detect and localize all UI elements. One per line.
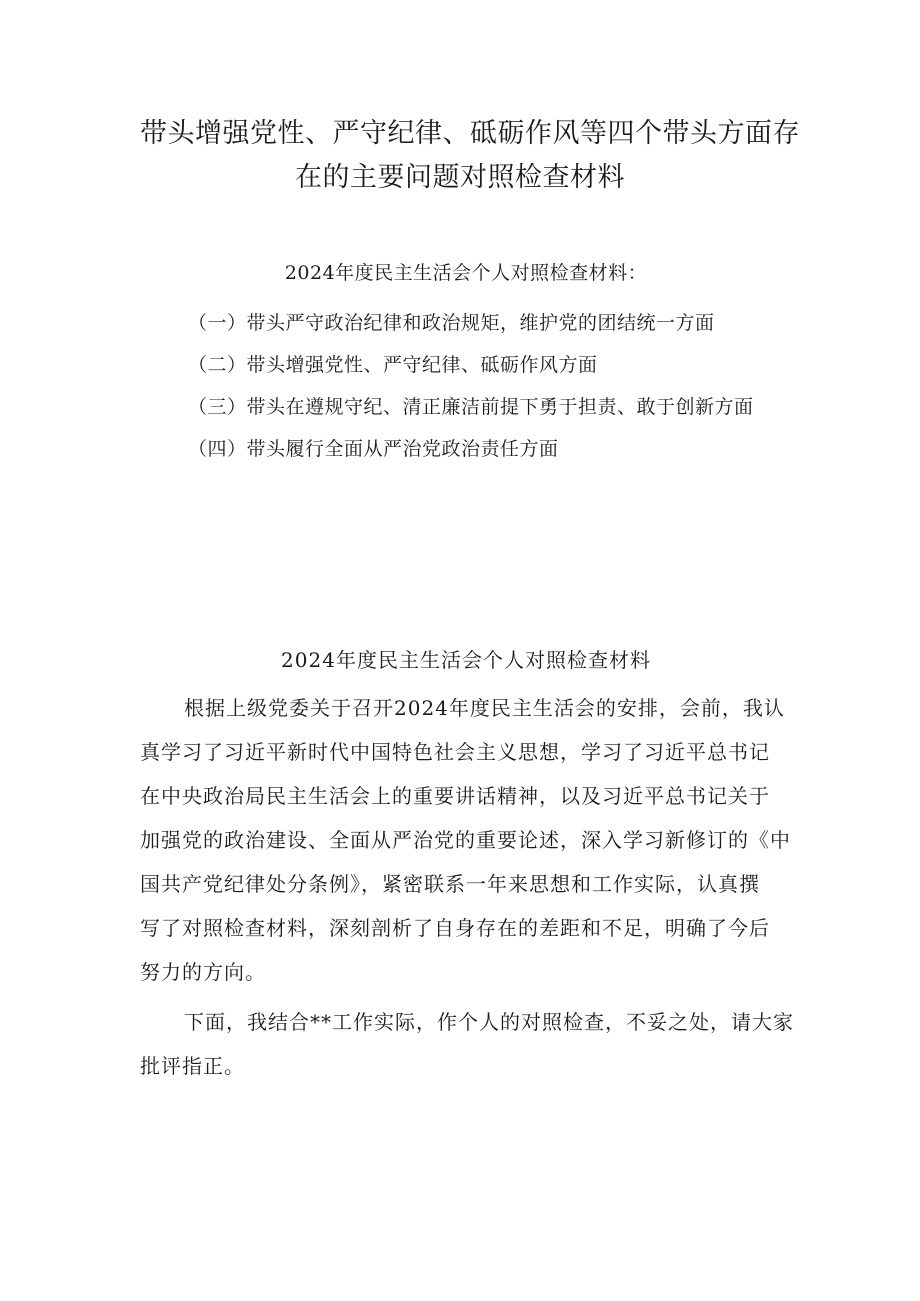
paragraph-1-line: 真学习了习近平新时代中国特色社会主义思想，学习了习近平总书记 [140,740,770,764]
body-section [140,644,792,1094]
title-line-2: 在的主要问题对照检查材料 [295,162,625,193]
paragraph-1-line: 努力的方向。 [140,960,266,984]
paragraph-1-line: 写了对照检查材料，深刻剖析了自身存在的差距和不足，明确了今后 [140,916,770,940]
paragraph-2-line: 下面，我结合**工作实际，作个人的对照检查，不妥之处，请大家 [184,1010,794,1034]
outline-item-1: （一）带头严守政治纪律和政治规矩，维护党的团结统一方面 [188,312,715,334]
outline-item-3: （三）带头在遵规守纪、清正廉洁前提下勇于担责、敢于创新方面 [188,396,754,418]
paragraph-1-line: 根据上级党委关于召开2024年度民主生活会的安排，会前，我认 [184,696,785,720]
body-paragraph-2 [140,1000,792,1088]
body-heading: 2024年度民主生活会个人对照检查材料 [281,648,651,672]
paragraph-2-line: 批评指正。 [140,1054,245,1078]
document-title [140,112,800,200]
paragraph-1-line: 在中央政治局民主生活会上的重要讲话精神，以及习近平总书记关于 [140,784,770,808]
outline-heading: 2024年度民主生活会个人对照检查材料： [284,262,648,284]
paragraph-1-line: 加强党的政治建设、全面从严治党的重要论述，深入学习新修订的《中 [140,828,791,852]
outline-section [140,258,792,470]
body-paragraph-1 [140,686,792,994]
title-line-1: 带头增强党性、严守纪律、砥砺作风等四个带头方面存 [140,118,800,149]
paragraph-1-line: 国共产党纪律处分条例》，紧密联系一年来思想和工作实际，认真撰 [140,872,760,896]
outline-item-2: （二）带头增强党性、严守纪律、砥砺作风方面 [188,354,598,376]
outline-item-4: （四）带头履行全面从严治党政治责任方面 [188,438,559,460]
